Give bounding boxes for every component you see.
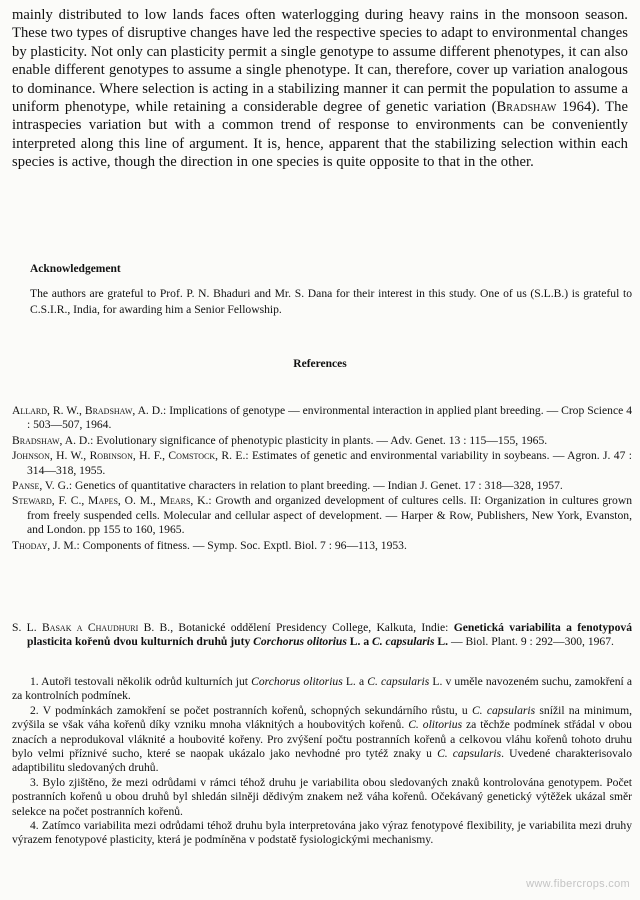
reference-item [12, 434, 632, 448]
references-heading: References [293, 358, 347, 370]
summary-title-part: Genetická variabilita a fenotypová plasticita kořenů dvou kulturních druhů juty [27, 621, 632, 649]
reference-item [12, 479, 632, 493]
citation-author: Bradshaw [496, 99, 557, 116]
point-text: 1. Autoři testovali několik odrůd kulturních jut [30, 675, 252, 688]
point-text: za těchže podmínek střádal v obou znacích a neprodukoval vláknité a houbovité kořeny. Pro zvýšení počtu postranních kořenů a celkovou vláhu kořenů tohoto druhu bylo velmi příznivé sucho, které se naopak ukázalo jako nevhodné pro tytéž znaky u [12, 718, 632, 761]
reference-authors: Panse, V. G.: [12, 479, 73, 493]
reference-authors: Johnson, H. W., Robinson, H. F., Comstock, R. E.: [12, 449, 249, 463]
body-paragraph [12, 6, 628, 172]
reference-text: Genetics of quantitative characters in relation to plant breeding. — Indian J. Genet. 17 : 318—328, 1957. [72, 479, 563, 493]
reference-text: Components of fitness. — Symp. Soc. Exptl. Biol. 7 : 96—113, 1953. [79, 538, 407, 552]
summary-point [12, 675, 632, 704]
reference-authors: Steward, F. C., Mapes, O. M., Mears, K.: [12, 494, 212, 508]
acknowledgement-heading: Acknowledgement [30, 263, 121, 275]
summary-point [12, 704, 632, 776]
reference-text: Growth and organized development of cultures cells. II: Organization in cultures grown from freely suspended cells. Molecular and cellular aspect of development. — Harper & Row, Publishers, New York, Evanston, and London. pp 155 to 160, 1965. [27, 494, 632, 537]
reference-text: Evolutionary significance of phenotypic plasticity in plants. — Adv. Genet. 13 : 115—155, 1965. [93, 433, 548, 447]
summary-title-part: L. a [346, 635, 373, 649]
point-species: C. capsularis [437, 747, 502, 761]
point-text: 4. Zatímco variabilita mezi odrůdami téhož druhu byla interpretována jako výraz fenotypové flexibility, je variabilita mezi druhy výrazem fenotypové plasticity, která je podmíněna v podstatě fysiologickými mechanismy. [12, 819, 632, 847]
reference-list [12, 404, 632, 554]
point-text: 2. V podmínkách zamokření se počet postranních kořenů, schopných sekundárního růstu, u [30, 703, 472, 717]
point-text: L. v uměle navozeném suchu, zamokření a za kontrolních podmínek. [12, 675, 632, 703]
reference-item [12, 494, 632, 537]
reference-item [12, 404, 632, 433]
summary-title-part: L. [434, 635, 449, 649]
body-text-part1: mainly distributed to low lands faces often waterlogging during heavy rains in the monsoon season. These two types of disruptive changes have led the respective species to adapt to environmental changes by plasticity. Not only can plasticity permit a single genotype to assume different phenotypes, it can also enable different genotypes to assume a single phenotype. It can, therefore, cover up variation analogous to dominance. Where selection is acting in a stabilizing manner it can permit the population to assume a uniform phenotype, while retaining a considerable degree of genetic variation ( [12, 7, 628, 116]
reference-authors: Bradshaw, A. D.: [12, 433, 94, 447]
summary-affiliation: Botanické oddělení Presidency College, Kalkuta, Indie: [173, 621, 449, 634]
point-species: C. capsularis [471, 703, 536, 717]
point-text: 3. Bylo zjištěno, že mezi odrůdami v rámci téhož druhu je variabilita obou sledovaných znaků kontrolována genotypem. Počet postranních kořenů u obou druhů byl shledán silněji dědivým znakem než váha kořenů. Očekávaný genetický výtěžek ukázal směr selekce na počet postranních kořenů. [12, 775, 632, 818]
summary-authors: S. L. Basak a Chaudhuri B. B., [12, 621, 174, 634]
reference-item [12, 449, 632, 478]
reference-item [12, 539, 632, 553]
summary-points [12, 675, 632, 848]
point-species: C. olitorius [408, 718, 463, 732]
reference-authors: Allard, R. W., Bradshaw, A. D.: [12, 404, 167, 417]
point-species: Corchorus olitorius [251, 675, 343, 688]
point-text: . Uvedené charakterisovalo adaptibilitu sledovaných druhů. [12, 747, 632, 775]
body-text-part2: 1964). The intraspecies variation but with a common trend of response to environments can be conveniently interpreted along this line of argument. It is, hence, apparent that the stabilizing selection within each species is active, though the direction in one species is quite opposite to that in the other. [12, 99, 629, 171]
summary-point [12, 776, 632, 819]
point-text: L. a [342, 675, 368, 688]
summary-point [12, 819, 632, 848]
summary-journal: — Biol. Plant. 9 : 292—300, 1967. [448, 635, 614, 649]
reference-authors: Thoday, J. M.: [12, 538, 80, 552]
watermark: www.fibercrops.com [526, 878, 630, 890]
point-text: snížil na minimum, zvýšila se však váha kořenů díky vzniku mnoha vláknitých a houbovitých kořenů. [12, 703, 632, 732]
reference-text: Estimates of genetic and environmental variability in soybeans. — Agron. J. 47 : 314—318, 1955. [27, 449, 632, 477]
summary-title-species: Corchorus olitorius [253, 635, 347, 649]
summary-citation [12, 621, 632, 650]
czech-summary-header [12, 621, 632, 650]
point-species: C. capsularis [367, 675, 430, 688]
acknowledgement-text: The authors are grateful to Prof. P. N. Bhaduri and Mr. S. Dana for their interest in this study. One of us (S.L.B.) is grateful to C.S.I.R., India, for awarding him a Senior Fellowship. [30, 287, 632, 316]
summary-title-species: C. capsularis [372, 635, 435, 649]
reference-text: Implications of genotype — environmental interaction in applied plant breeding. — Crop Science 4 : 503—507, 1964. [27, 404, 632, 432]
